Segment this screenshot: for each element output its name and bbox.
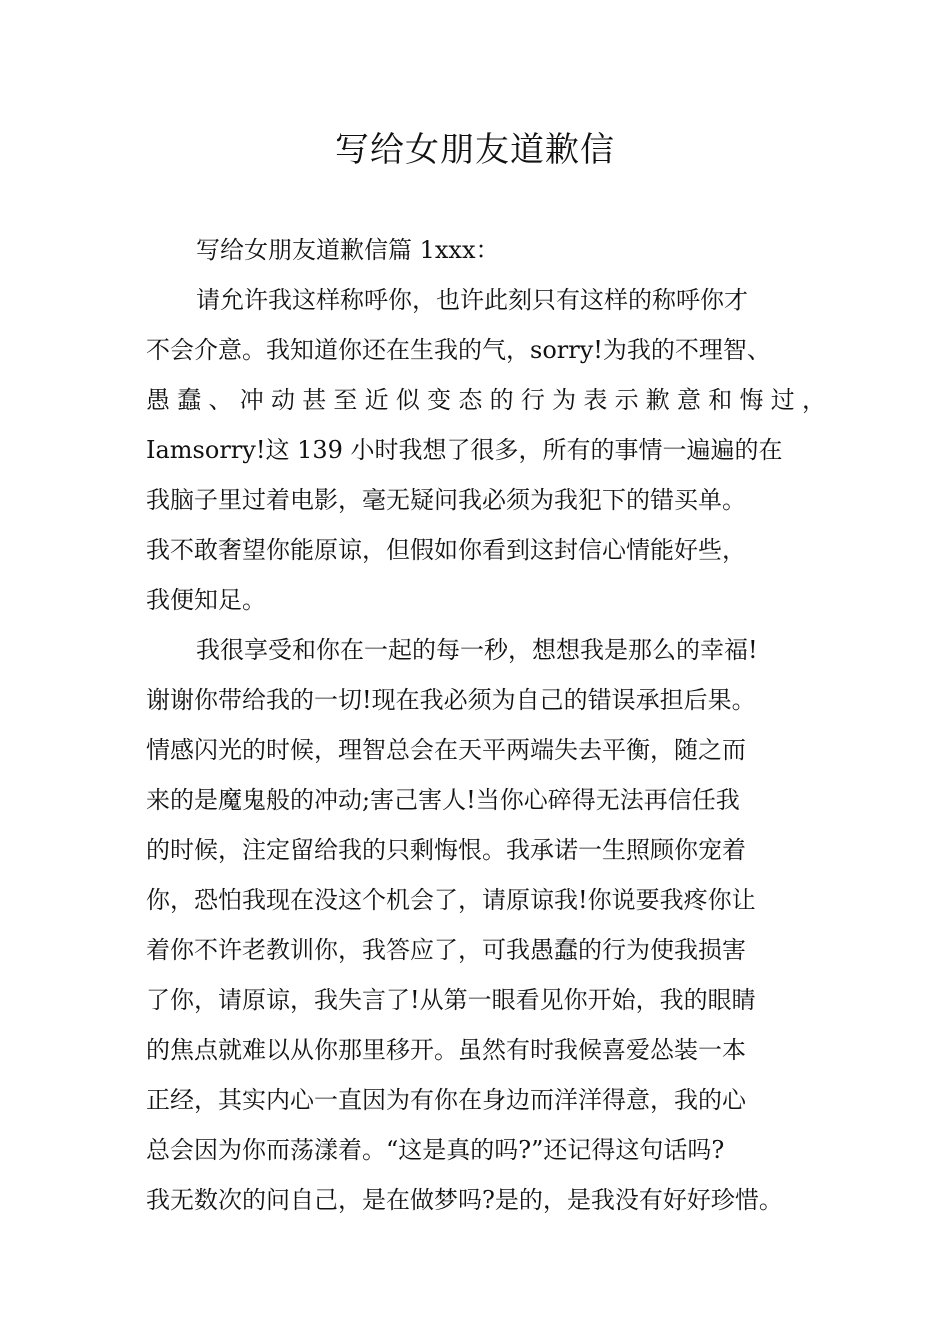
paragraph-line: Iamsorry!这 139 小时我想了很多，所有的事情一遍遍的在 [146,436,783,464]
paragraph-line: 愚蠢、冲动甚至近似变态的行为表示歉意和悔过， [146,386,826,414]
paragraph-line: 情感闪光的时候，理智总会在天平两端失去平衡，随之而 [146,736,746,764]
paragraph-2 [146,625,826,1225]
paragraph-line: 我很享受和你在一起的每一秒，想想我是那么的幸福! [196,636,758,664]
paragraph-1 [146,275,826,625]
paragraph-line: 我不敢奢望你能原谅，但假如你看到这封信心情能好些， [146,536,746,564]
paragraph-line: 正经，其实内心一直因为有你在身边而洋洋得意，我的心 [146,1086,746,1114]
paragraph-line: 着你不许老教训你，我答应了，可我愚蠢的行为使我损害 [146,936,746,964]
document-body [146,225,826,1225]
subheading-line: 写给女朋友道歉信篇 1xxx： [196,236,500,264]
paragraph-line: 请允许我这样称呼你，也许此刻只有这样的称呼你才 [196,286,748,314]
paragraph-line: 我无数次的问自己，是在做梦吗?是的，是我没有好好珍惜。 [146,1186,783,1214]
paragraph-line: 的时候，注定留给我的只剩悔恨。我承诺一生照顾你宠着 [146,836,746,864]
paragraph-line: 总会因为你而荡漾着。“这是真的吗?”还记得这句话吗? [146,1136,725,1164]
paragraph-line: 了你，请原谅，我失言了!从第一眼看见你开始，我的眼睛 [146,986,756,1014]
paragraph-line: 我便知足。 [146,586,266,614]
document-title: 写给女朋友道歉信 [335,130,615,170]
paragraph-line: 你，恐怕我现在没这个机会了，请原谅我!你说要我疼你让 [146,886,756,914]
paragraph-line: 的焦点就难以从你那里移开。虽然有时我候喜爱怂装一本 [146,1036,746,1064]
paragraph-line: 来的是魔鬼般的冲动;害己害人!当你心碎得无法再信任我 [146,786,740,814]
paragraph-line: 不会介意。我知道你还在生我的气，sorry!为我的不理智、 [146,336,771,364]
paragraph-line: 谢谢你带给我的一切!现在我必须为自己的错误承担后果。 [146,686,756,714]
subheading [146,225,826,275]
paragraph-line: 我脑子里过着电影，毫无疑问我必须为我犯下的错买单。 [146,486,746,514]
